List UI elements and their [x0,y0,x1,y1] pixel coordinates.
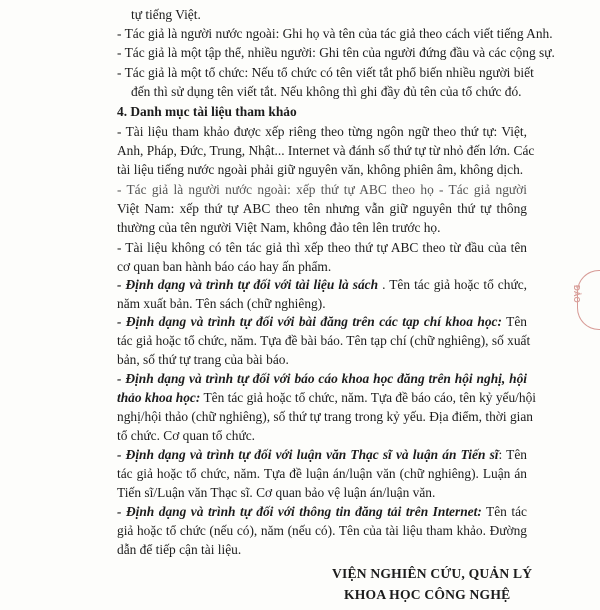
signature-org-line-1: VIỆN NGHIÊN CỨU, QUẢN LÝ [332,566,533,581]
text-line [117,332,531,350]
line-text: tác giả hoặc tổ chức, năm. Tựa đề bài báo. Tên tạp chí (chữ nghiêng), số xuất [117,333,531,348]
text-line [117,258,331,276]
line-text: - Tác giả là một tập thể, nhiều người: Ghi tên của người đứng đầu và các cộng sự. [117,45,555,60]
line-text: bản, số thứ tự trang của bài báo. [117,352,289,367]
text-line [117,161,523,179]
line-text: đến thì sử dụng tên viết tắt. Nếu không thì ghi đầy đủ tên của tổ chức đó. [131,84,522,99]
text-line [117,103,297,121]
line-text: Tên tác giả hoặc tổ chức, năm. Tựa đề báo cáo, tên kỷ yếu/hội [200,390,536,405]
emphasized-text: thảo khoa học: [117,390,201,405]
line-text: 4. Danh mục tài liệu tham khảo [117,104,297,119]
text-line [117,219,440,237]
text-line [117,25,553,43]
text-line [117,370,527,388]
text-line [117,351,289,369]
text-line [131,83,522,101]
text-line [117,313,527,331]
text-line [117,295,326,313]
line-text: - Tác giả là người nước ngoài: Ghi họ và tên của tác giả theo cách viết tiếng Anh. [117,26,553,41]
emphasized-text: - Định dạng và trình tự đối với thông tin đăng tải trên Internet: [117,504,482,519]
line-text: nghị/hội thảo (chữ nghiêng), số thứ tự trang trong kỷ yếu. Địa điểm, thời gian [117,409,533,424]
line-text: tổ chức. Cơ quan tổ chức. [117,428,255,443]
text-line [117,181,527,199]
line-text: - Tài liệu không có tên tác giả thì xếp theo thứ tự ABC theo từ đầu của tên [117,240,527,255]
text-line [117,484,435,502]
text-line [117,64,534,82]
emphasized-text: - Định dạng và trình tự đối với bài đăng trên các tạp chí khoa học: [117,314,502,329]
line-text: tài liệu tiếng nước ngoài phải giữ nguyên văn, không phiên âm, không dịch. [117,162,524,177]
line-text: Tên tác [481,504,527,519]
line-text: tự tiếng Việt. [131,7,201,22]
text-line [117,503,527,521]
line-text: Tiến sĩ/Luận văn Thạc sĩ. Cơ quan bảo vệ luận án/luận văn. [117,485,436,500]
emphasized-text: - Định dạng và trình tự đối với tài liệu là sách [117,277,379,292]
text-line [117,465,527,483]
line-text: - Tác giả là người nước ngoài: xếp thứ tự ABC theo họ - Tác giả người [117,182,527,197]
line-text: . Tên tác giả hoặc tổ chức, [378,277,527,292]
emphasized-text: - Định dạng và trình tự đối với báo cáo khoa học đăng trên hội nghị, hội [117,371,527,386]
line-text: - Tác giả là một tổ chức: Nếu tổ chức có tên viết tắt phổ biến nhiều người biết [117,65,534,80]
text-line [117,200,527,218]
line-text: tác giả hoặc tổ chức, năm. Tựa đề luận án/luận văn (chữ nghiêng). Luận án [117,466,527,481]
text-line [117,239,527,257]
line-text: Việt Nam: xếp thứ tự ABC theo tên nhưng vẫn giữ nguyên thứ tự thông [117,201,527,216]
text-line [117,408,533,426]
line-text: cơ quan ban hành báo cáo hay ấn phẩm. [117,259,332,274]
text-line [117,446,527,464]
text-line [117,522,527,540]
emphasized-text: - Định dạng và trình tự đối với luận văn Thạc sĩ và luận án Tiến sĩ [117,447,499,462]
line-text: dẫn để tiếp cận tài liệu. [117,542,242,557]
text-line [117,427,255,445]
line-text: năm xuất bản. Tên sách (chữ nghiêng). [117,296,326,311]
text-line [117,142,535,160]
text-line [131,6,201,24]
text-line [117,123,527,141]
text-line [117,389,536,407]
line-text: - Tài liệu tham khảo được xếp riêng theo từng ngôn ngữ theo thứ tự: Việt, [117,124,527,139]
line-text: Anh, Pháp, Đức, Trung, Nhật... Internet và đánh số thứ tự từ nhỏ đến lớn. Các [117,143,535,158]
page-seal: ĐẢO [577,270,600,330]
text-line [117,44,555,62]
text-line [117,276,527,294]
line-text: thường của tên người Việt Nam, không đảo tên lên trước họ. [117,220,441,235]
signature-org-line-2: KHOA HỌC CÔNG NGHỆ [344,587,511,602]
line-text: Tên [501,314,527,329]
line-text: : Tên [498,447,527,462]
text-line [117,541,241,559]
line-text: giả hoặc tổ chức (nếu có), năm (nếu có). Tên của tài liệu tham khảo. Đường [117,523,527,538]
